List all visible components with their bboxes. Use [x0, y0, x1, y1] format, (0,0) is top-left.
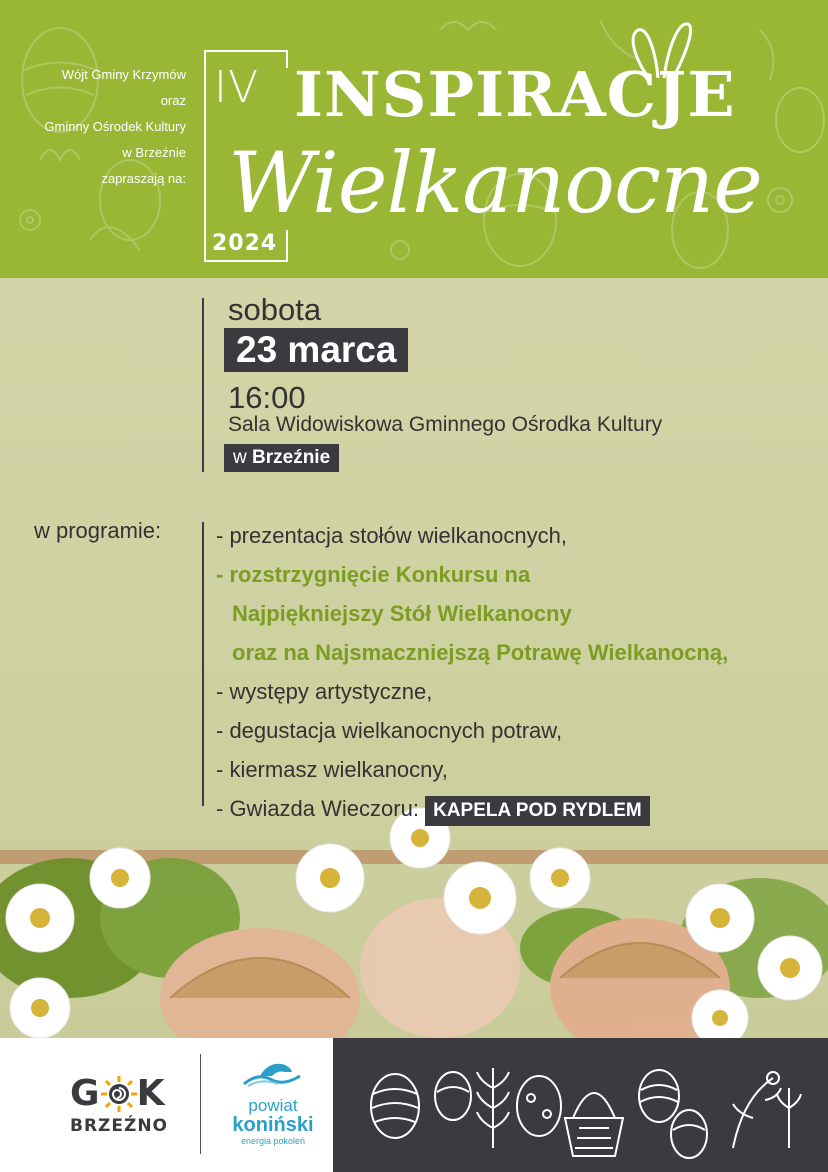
header-banner — [0, 0, 828, 278]
program-item: - prezentacja stołów wielkanocnych, — [216, 523, 567, 548]
town-name: Brzeźnie — [252, 447, 331, 468]
gok-brzezno-logo — [70, 1074, 178, 1136]
horse-wave-icon — [238, 1058, 308, 1088]
program-item: - występy artystyczne, — [216, 679, 433, 704]
title-frame-edge — [286, 50, 288, 68]
powiat-konin-logo — [218, 1058, 328, 1147]
title-inspiracje: INSPIRACJE — [294, 58, 736, 131]
program-item-star — [216, 789, 828, 828]
program-label: w programie: — [34, 518, 162, 543]
event-venue: Sala Widowiskowa Gminnego Ośrodka Kultury — [228, 413, 663, 436]
title-wielkanocne: Wielkanocne — [228, 134, 762, 232]
gok-letter-g: G — [70, 1073, 101, 1114]
program-item-contest-table: Najpiękniejszy Stół Wielkanocny — [232, 601, 572, 626]
event-year: 2024 — [212, 231, 278, 256]
gok-town: BRZEŹNO — [70, 1116, 168, 1136]
event-date: 23 marca — [224, 328, 408, 372]
program-item: - degustacja wielkanocnych potraw, — [216, 718, 563, 743]
program-list — [216, 516, 828, 828]
star-prefix: - Gwiazda Wieczoru: — [216, 796, 419, 821]
sun-spiral-icon — [101, 1076, 137, 1112]
powiat-line-2: koniński — [232, 1114, 314, 1136]
footer-divider — [200, 1054, 201, 1154]
host-line-5: zapraszają na: — [101, 171, 186, 186]
event-time: 16:00 — [228, 380, 306, 415]
powiat-line-1: powiat — [248, 1096, 298, 1115]
program-item-contest-dish: oraz na Najsmaczniejszą Potrawę Wielkanocną, — [232, 640, 729, 665]
star-performer: KAPELA POD RYDLEM — [425, 796, 650, 826]
easter-doodles-icon — [333, 1038, 828, 1172]
event-day: sobota — [228, 292, 322, 327]
town-prefix: w — [233, 447, 247, 468]
gok-letter-k: K — [136, 1073, 166, 1114]
host-line-2: oraz — [160, 93, 186, 108]
divider-line — [202, 298, 204, 472]
powiat-tagline: energia pokoleń — [240, 1136, 306, 1146]
host-line-1: Wójt Gminy Krzymów — [61, 67, 186, 82]
program-item: - kiermasz wielkanocny, — [216, 757, 448, 782]
footer-doodle-panel — [333, 1038, 828, 1172]
host-line-3: Gminny Ośrodek Kultury — [44, 119, 186, 134]
host-line-4: w Brzeźnie — [122, 145, 186, 160]
hosts-invitation — [0, 62, 186, 192]
program-item-contest: - rozstrzygnięcie Konkursu na — [216, 562, 531, 587]
program-divider-line — [202, 522, 204, 806]
edition-number: IV — [214, 62, 260, 113]
event-town — [224, 444, 339, 472]
